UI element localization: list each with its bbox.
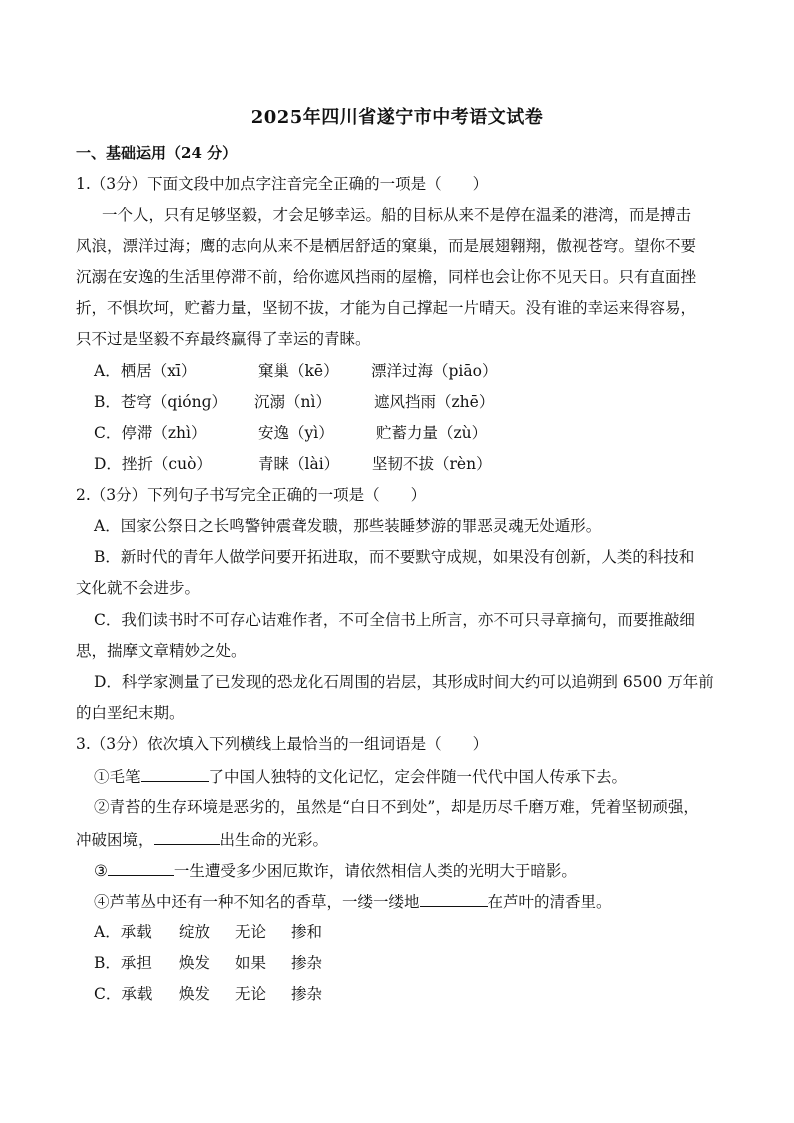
option-c: C．我们读书时不可存心诘难作者，不可全信书上所言，亦不可只寻章摘句，而要推敲细 — [94, 611, 695, 629]
option-b: B．新时代的青年人做学问要开拓进取，而不要默守成规，如果没有创新，人类的科技和 — [94, 548, 695, 566]
answer-blank — [108, 860, 174, 876]
option-item: 无论 — [235, 923, 267, 941]
option-item: 贮蓄力量（zù） — [376, 424, 488, 442]
item-text: 一生遭受多少困厄欺诈，请依然相信人类的光明大于暗影。 — [173, 862, 577, 880]
question-2-stem: 2.（3分）下列句子书写完全正确的一项是（ ） — [76, 486, 427, 504]
option-row — [94, 423, 487, 443]
option-item: 窠巢（kē） — [258, 362, 339, 380]
option-b-item: B．承担 — [94, 954, 152, 972]
option-a-item: A．承载 — [94, 923, 152, 941]
option-row — [94, 953, 322, 973]
option-item: 如果 — [235, 954, 267, 972]
fill-item-2-cont — [76, 829, 328, 850]
option-item: 沉溺（nì） — [254, 393, 331, 411]
option-d-cont: 的白垩纪末期。 — [76, 704, 185, 722]
option-item: 掺杂 — [291, 985, 323, 1003]
option-d-item: D．挫折（cuò） — [94, 455, 212, 473]
answer-blank — [141, 766, 209, 782]
item-text: 了中国人独特的文化记忆，定会伴随一代代中国人传承下去。 — [208, 768, 628, 786]
option-c-cont: 思，揣摩文章精妙之处。 — [76, 642, 247, 660]
option-item: 焕发 — [179, 954, 211, 972]
option-b-cont: 文化就不会进步。 — [76, 579, 201, 597]
item-text: ①毛笔 — [94, 768, 141, 786]
question-1-stem: 1.（3分）下面文段中加点字注音完全正确的一项是（ ） — [76, 175, 489, 193]
option-b-item: B．苍穹（qiónɡ） — [94, 393, 228, 411]
item-text: 冲破困境， — [76, 831, 154, 849]
passage-line: 折，不惧坎坷，贮蓄力量，坚韧不拔，才能为自己撑起一片晴天。没有谁的幸运来得容易， — [76, 299, 697, 317]
option-a-item: A．栖居（xī） — [94, 362, 197, 380]
option-item: 掺杂 — [291, 954, 323, 972]
passage-line: 风浪，漂洋过海；鹰的志向从来不是栖居舒适的窠巢，而是展翅翱翔，傲视苍穹。望你不要 — [76, 237, 697, 255]
option-item: 掺和 — [291, 923, 323, 941]
answer-blank — [154, 829, 220, 845]
option-c-item: C．承载 — [94, 985, 153, 1003]
section-heading: 一、基础运用（24 分） — [76, 144, 238, 162]
option-a: A．国家公祭日之长鸣警钟震聋发聩，那些装睡梦游的罪恶灵魂无处遁形。 — [94, 517, 602, 535]
option-row — [94, 392, 494, 412]
option-row — [94, 454, 492, 474]
passage-line: 沉溺在安逸的生活里停滞不前，给你遮风挡雨的屋檐，同样也会让你不见天日。只有直面挫 — [76, 268, 697, 286]
option-item: 坚韧不拔（rèn） — [372, 455, 492, 473]
option-item: 绽放 — [179, 923, 211, 941]
passage-line: 只不过是坚毅不弃最终赢得了幸运的青睐。 — [76, 330, 371, 348]
page-title: 2025年四川省遂宁市中考语文试卷 — [250, 107, 544, 128]
option-d: D．科学家测量了已发现的恐龙化石周围的岩层，其形成时间大约可以追朔到 6500 万年前 — [94, 673, 714, 691]
answer-blank — [420, 891, 488, 907]
option-row — [94, 922, 322, 942]
item-text: 在芦叶的清香里。 — [487, 893, 612, 911]
passage-line: 一个人，只有足够坚毅，才会足够幸运。船的目标从来不是停在温柔的港湾，而是搏击 — [102, 206, 692, 224]
question-3-stem: 3.（3分）依次填入下列横线上最恰当的一组词语是（ ） — [76, 735, 489, 753]
item-text: 出生命的光彩。 — [219, 831, 329, 849]
fill-item-1 — [94, 766, 627, 787]
item-text: ④芦苇丛中还有一种不知名的香草，一缕一缕地 — [94, 893, 420, 911]
option-item: 安逸（yì） — [258, 424, 334, 442]
item-text: ③ — [94, 862, 108, 880]
item-text: ②青苔的生存环境是恶劣的，虽然是“白日不到处”，却是历尽千磨万难，凭着坚韧顽强， — [94, 798, 699, 816]
option-c-item: C．停滞（zhì） — [94, 424, 207, 442]
option-item: 无论 — [235, 985, 267, 1003]
option-item: 焕发 — [179, 985, 211, 1003]
option-row — [94, 361, 497, 381]
option-item: 漂洋过海（piāo） — [371, 362, 498, 380]
option-item: 青睐（lài） — [258, 455, 340, 473]
option-item: 遮风挡雨（zhē） — [374, 393, 495, 411]
fill-item-4 — [94, 891, 612, 912]
fill-item-2 — [94, 797, 699, 817]
fill-item-3 — [94, 860, 577, 881]
option-row — [94, 984, 322, 1004]
